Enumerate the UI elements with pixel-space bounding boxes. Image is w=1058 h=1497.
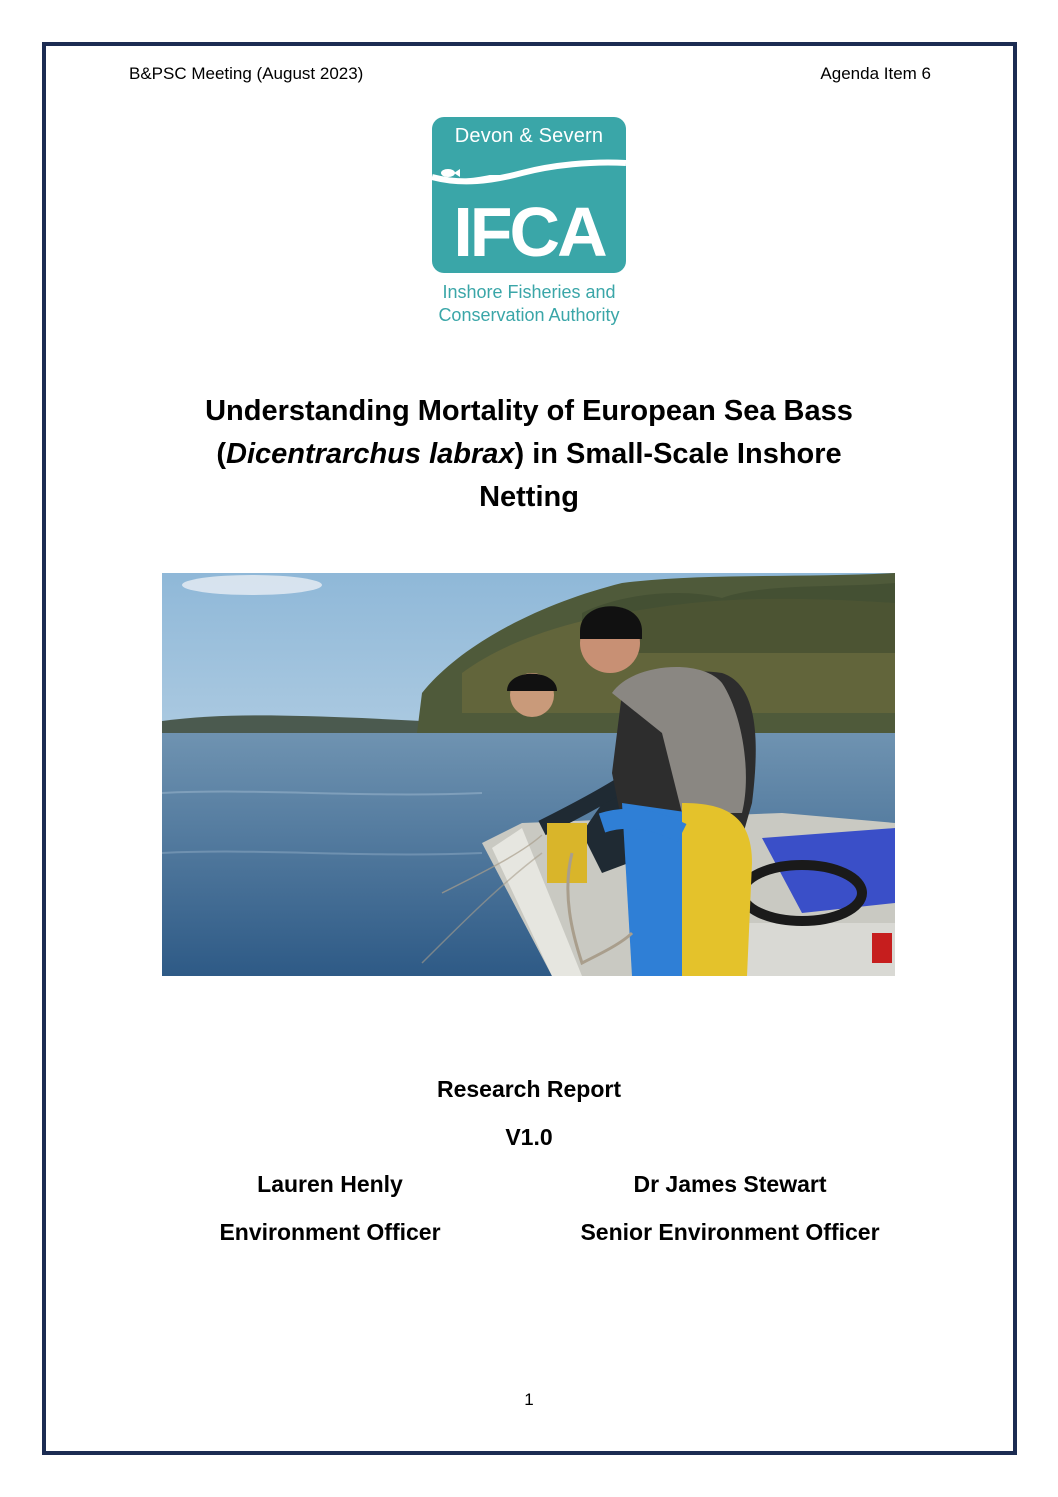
header-meeting: B&PSC Meeting (August 2023) bbox=[129, 64, 364, 83]
author-2-role: Senior Environment Officer bbox=[580, 1219, 880, 1245]
logo-subtitle bbox=[420, 281, 638, 327]
logo-top-text: Devon & Severn bbox=[454, 125, 604, 147]
title-species: Dicentrarchus labrax bbox=[226, 438, 515, 470]
logo-ifca-text: IFCA bbox=[453, 193, 605, 271]
title-line2-rest: ) in Small-Scale Inshore bbox=[514, 438, 842, 470]
page-number: 1 bbox=[524, 1390, 534, 1409]
title-line2 bbox=[150, 433, 908, 476]
report-title bbox=[150, 390, 908, 519]
cover-photo bbox=[162, 573, 895, 976]
header-agenda-item: Agenda Item 6 bbox=[820, 64, 931, 83]
report-type: Research Report bbox=[436, 1076, 622, 1102]
logo-subtitle-line2: Conservation Authority bbox=[438, 305, 620, 325]
ifca-logo bbox=[430, 115, 628, 335]
logo-wave bbox=[432, 151, 626, 191]
report-version: V1.0 bbox=[505, 1124, 553, 1150]
logo-main-band bbox=[432, 191, 626, 273]
title-line1: Understanding Mortality of European Sea Bass bbox=[205, 395, 853, 427]
author-1-name: Lauren Henly bbox=[257, 1171, 403, 1197]
title-line3: Netting bbox=[479, 481, 579, 513]
photo-illustration bbox=[162, 573, 895, 976]
author-2-name: Dr James Stewart bbox=[633, 1171, 827, 1197]
logo-subtitle-line1: Inshore Fisheries and bbox=[442, 282, 616, 302]
author-1-role: Environment Officer bbox=[219, 1219, 441, 1245]
title-paren: ( bbox=[216, 438, 226, 470]
